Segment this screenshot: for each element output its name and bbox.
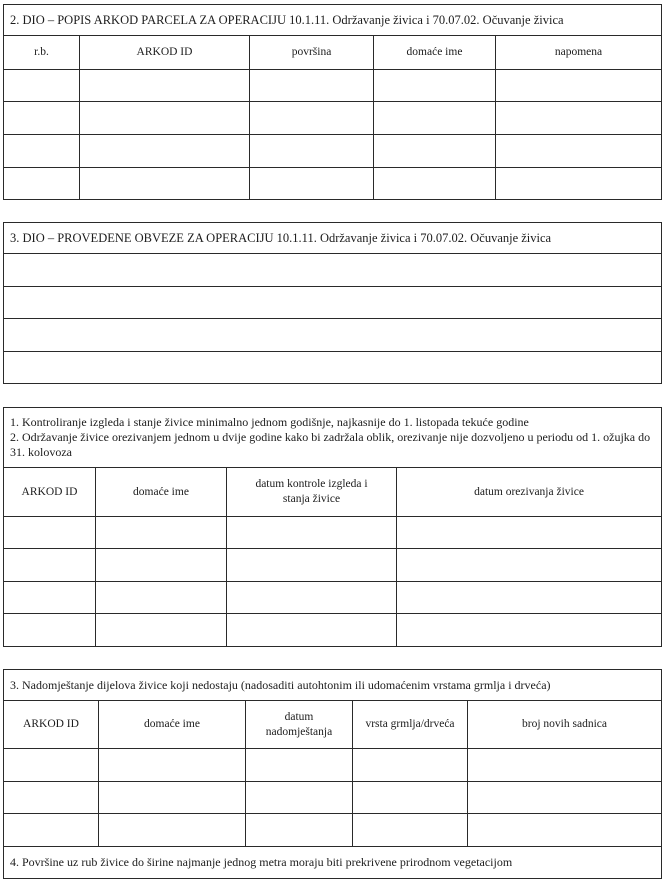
table-row [4, 70, 662, 102]
table-cell [246, 814, 353, 847]
table-header-row [4, 36, 662, 70]
table-cell [227, 614, 397, 647]
column-header-rb: r.b. [4, 36, 80, 70]
column-header-domace-ime: domaće ime [374, 36, 496, 70]
table-cell [4, 287, 662, 319]
table-cell [4, 70, 80, 102]
column-header-datum-kontrole: datum kontrole izgleda i stanja živice [227, 468, 397, 517]
table-cell [99, 782, 246, 814]
table-row [4, 614, 662, 647]
table-row [4, 582, 662, 614]
column-header-arkod-id: ARKOD ID [4, 468, 96, 517]
obligation-1-text: 1. Kontroliranje izgleda i stanje živice minimalno jednom godišnje, najkasnije do 1. listopada tekuće godine [10, 414, 529, 429]
obligations-description [4, 408, 662, 468]
table-cell [397, 549, 662, 582]
table-cell [496, 70, 662, 102]
column-header-arkod-id: ARKOD ID [80, 36, 250, 70]
table-cell [4, 168, 80, 200]
table-row [4, 782, 662, 814]
column-header-napomena: napomena [496, 36, 662, 70]
section-2-title: 2. DIO – POPIS ARKOD PARCELA ZA OPERACIJU 10.1.11. Održavanje živica i 70.07.02. Očuvanje živica [4, 5, 662, 36]
table-cell [397, 614, 662, 647]
table-header-row [4, 468, 662, 517]
table-cell [4, 614, 96, 647]
table-header-row [4, 701, 662, 749]
table-row [4, 549, 662, 582]
table-cell [353, 814, 468, 847]
table-row [4, 319, 662, 352]
table-row [4, 254, 662, 287]
table-cell [397, 582, 662, 614]
table-cell [96, 582, 227, 614]
table-cell [496, 168, 662, 200]
section-3-title: 3. DIO – PROVEDENE OBVEZE ZA OPERACIJU 10.1.11. Održavanje živica i 70.07.02. Očuvanje živica [4, 223, 662, 254]
column-header-vrsta-grmlja: vrsta grmlja/drveća [353, 701, 468, 749]
table-row [4, 749, 662, 782]
table-cell [227, 582, 397, 614]
table-row [4, 168, 662, 200]
table-cell [227, 549, 397, 582]
column-header-arkod-id: ARKOD ID [4, 701, 99, 749]
table-cell [80, 102, 250, 135]
table-cell [246, 782, 353, 814]
obligation-3-title: 3. Nadomještanje dijelova živice koji nedostaju (nadosaditi autohtonim ili udomaćenim vrstama grmlja i drveća) [4, 670, 662, 701]
table-cell [80, 70, 250, 102]
table-row [4, 102, 662, 135]
table-cell [468, 814, 662, 847]
table-cell [4, 135, 80, 168]
table-cell [4, 254, 662, 287]
parcel-list-table [3, 4, 662, 200]
table-cell [250, 168, 374, 200]
table-cell [496, 135, 662, 168]
table-cell [4, 352, 662, 384]
table-cell [4, 782, 99, 814]
table-cell [99, 749, 246, 782]
table-cell [250, 70, 374, 102]
table-cell [227, 517, 397, 549]
table-cell [4, 814, 99, 847]
table-row [4, 352, 662, 384]
table-cell [99, 814, 246, 847]
column-header-datum-nadomjestanja: datum nadomještanja [246, 701, 353, 749]
replacement-table [3, 669, 662, 879]
obligation-4-text: 4. Površine uz rub živice do širine najmanje jednog metra moraju biti prekrivene prirodnom vegetacijom [4, 847, 662, 879]
table-cell [4, 749, 99, 782]
table-cell [80, 168, 250, 200]
table-cell [468, 782, 662, 814]
table-cell [250, 102, 374, 135]
table-cell [374, 135, 496, 168]
column-header-povrsina: površina [250, 36, 374, 70]
table-cell [468, 749, 662, 782]
table-row [4, 135, 662, 168]
table-cell [250, 135, 374, 168]
table-cell [4, 102, 80, 135]
obligations-table [3, 222, 662, 384]
table-cell [80, 135, 250, 168]
control-and-trimming-table [3, 407, 662, 647]
table-cell [4, 517, 96, 549]
table-cell [4, 319, 662, 352]
table-cell [96, 614, 227, 647]
table-cell [96, 517, 227, 549]
table-row [4, 814, 662, 847]
table-row [4, 287, 662, 319]
table-cell [374, 70, 496, 102]
table-row [4, 517, 662, 549]
table-cell [374, 102, 496, 135]
table-cell [353, 782, 468, 814]
table-cell [4, 549, 96, 582]
table-cell [96, 549, 227, 582]
column-header-datum-orezivanja: datum orezivanja živice [397, 468, 662, 517]
table-cell [374, 168, 496, 200]
column-header-domace-ime: domaće ime [99, 701, 246, 749]
obligation-2-text: 2. Održavanje živice orezivanjem jednom u dvije godine kako bi zadržala oblik, orezivanje nije dozvoljeno u periodu od 1. ožujka do 31. kolovoza [10, 429, 651, 459]
table-cell [246, 749, 353, 782]
table-cell [353, 749, 468, 782]
table-cell [397, 517, 662, 549]
table-cell [496, 102, 662, 135]
column-header-broj-sadnica: broj novih sadnica [468, 701, 662, 749]
column-header-domace-ime: domaće ime [96, 468, 227, 517]
table-cell [4, 582, 96, 614]
